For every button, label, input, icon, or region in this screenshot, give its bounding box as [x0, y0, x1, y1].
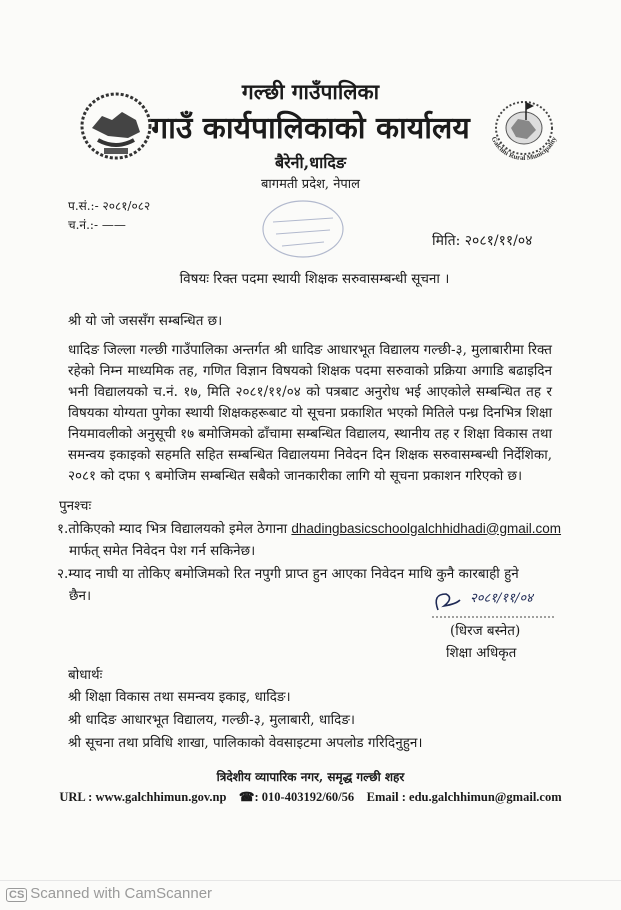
notice-body: धादिङ जिल्ला गल्छी गाउँपालिका अन्तर्गत श्री धादिङ आधारभूत विद्यालय गल्छी-३, मुलाबारीमा रिक्त रहेको निम्न माध्यमिक तह, गणित विज्ञान विषयको शिक्षक पदमा सरुवाको प्रक्रिया अगाडि बढाइदिन भनी विद्यालयको च.नं. १७, मिति २०८१/११/०४ को पत्रबाट अनुरोध भई आएकोले सम्बन्धित तह र विषयका योग्यता पुगेका स्थायी शिक्षकहरूबाट यो सूचना प्रकाशित भएको मितिले पन्ध्र दिनभित्र शिक्षा नियमावलीको अनुसूची १७ बमोजिमको ढाँचामा सम्बन्धित विद्यालय, स्थानीय तह र शिक्षा विकास तथा समन्वय इकाइको सहमति सहित सम्बन्धित विद्यालयमा निवेदन दिन शिक्षक सरुवासम्बन्धी निर्देशिका, २०८१ को दफा ९ बमोजिम सम्बन्धित सबैको जानकारीका लागि यो सूचना प्रकाशन गरिएको छ। — [68, 342, 552, 484]
watermark-text: Scanned with CamScanner — [30, 885, 213, 902]
postscript-item-2: २.म्याद नाघी या तोकिए बमोजिमको रित नपुगी प्राप्त हुन आएका निवेदन माथि कुनै कारबाही हुने — [57, 565, 519, 582]
telephone-icon: ☎ — [238, 789, 255, 804]
camscanner-logo-icon: CS — [6, 888, 27, 902]
footer-contact — [0, 787, 621, 807]
cc-heading: बोधार्थः — [68, 666, 103, 683]
footer-slogan: त्रिदेशीय व्यापारिक नगर, समृद्ध गल्छी शहर — [216, 769, 405, 784]
cc-item: श्री धादिङ आधारभूत विद्यालय, गल्छी-३, मुलाबारी, धादिङ। — [68, 712, 356, 729]
signature-block — [428, 586, 558, 664]
province: बागमती प्रदेश, नेपाल — [261, 177, 360, 192]
footer-phone: : 010-403192/60/56 — [254, 789, 355, 804]
school-email-link[interactable]: dhadingbasicschoolgalchhidhadi@gmail.com — [291, 520, 562, 536]
patra-sankhya: प.सं.:- २०८१/०८२ — [68, 199, 151, 213]
postscript-item-1-text: १.तोकिएको म्याद भित्र विद्यालयको इमेल ठेगाना — [57, 520, 292, 537]
office-stamp — [258, 196, 348, 262]
postscript-item-1-cont: मार्फत् समेत निवेदन पेश गर्न सकिनेछ। — [69, 543, 256, 559]
right-emblem-text: Galchhi Rural Municipality — [489, 135, 559, 163]
cc-item: श्री सूचना तथा प्रविधि शाखा, पालिकाको वेवसाइटमा अपलोड गरिदिनुहुन। — [68, 734, 423, 751]
camscanner-watermark — [6, 885, 212, 902]
subject: विषयः रिक्त पदमा स्थायी शिक्षक सरुवासम्बन्धी सूचना । — [179, 271, 450, 287]
letter-content — [0, 340, 621, 807]
office-location: बैरेनी,धादिङ — [274, 153, 347, 172]
cc-item: श्री शिक्षा विकास तथा समन्वय इकाइ, धादिङ। — [68, 689, 291, 706]
cc-list — [68, 664, 568, 755]
page-edge — [0, 880, 621, 881]
postscript-item-2-cont: छैन। — [69, 588, 92, 604]
postscript-item-1 — [57, 518, 562, 541]
footer-email: Email : edu.galchhimun@gmail.com — [366, 789, 562, 804]
chalani-number: च.नं.:- —— — [68, 218, 126, 232]
letter-date: मिति: २०८१/११/०४ — [432, 233, 533, 249]
signatory-name: (धिरज बस्नेत) — [450, 622, 521, 639]
municipality-name: गल्छी गाउँपालिका — [241, 79, 380, 104]
footer-url: URL : www.galchhimun.gov.np — [59, 789, 227, 804]
office-title: गाउँ कार्यपालिकाको कार्यालय — [151, 111, 470, 146]
signature-date: २०८१/११/०४ — [470, 590, 533, 606]
salutation: श्री यो जो जससँग सम्बन्धित छ। — [68, 313, 223, 329]
signatory-designation: शिक्षा अधिकृत — [446, 644, 517, 661]
handwritten-signature — [428, 586, 558, 620]
postscript-heading: पुनश्चः — [59, 498, 92, 514]
